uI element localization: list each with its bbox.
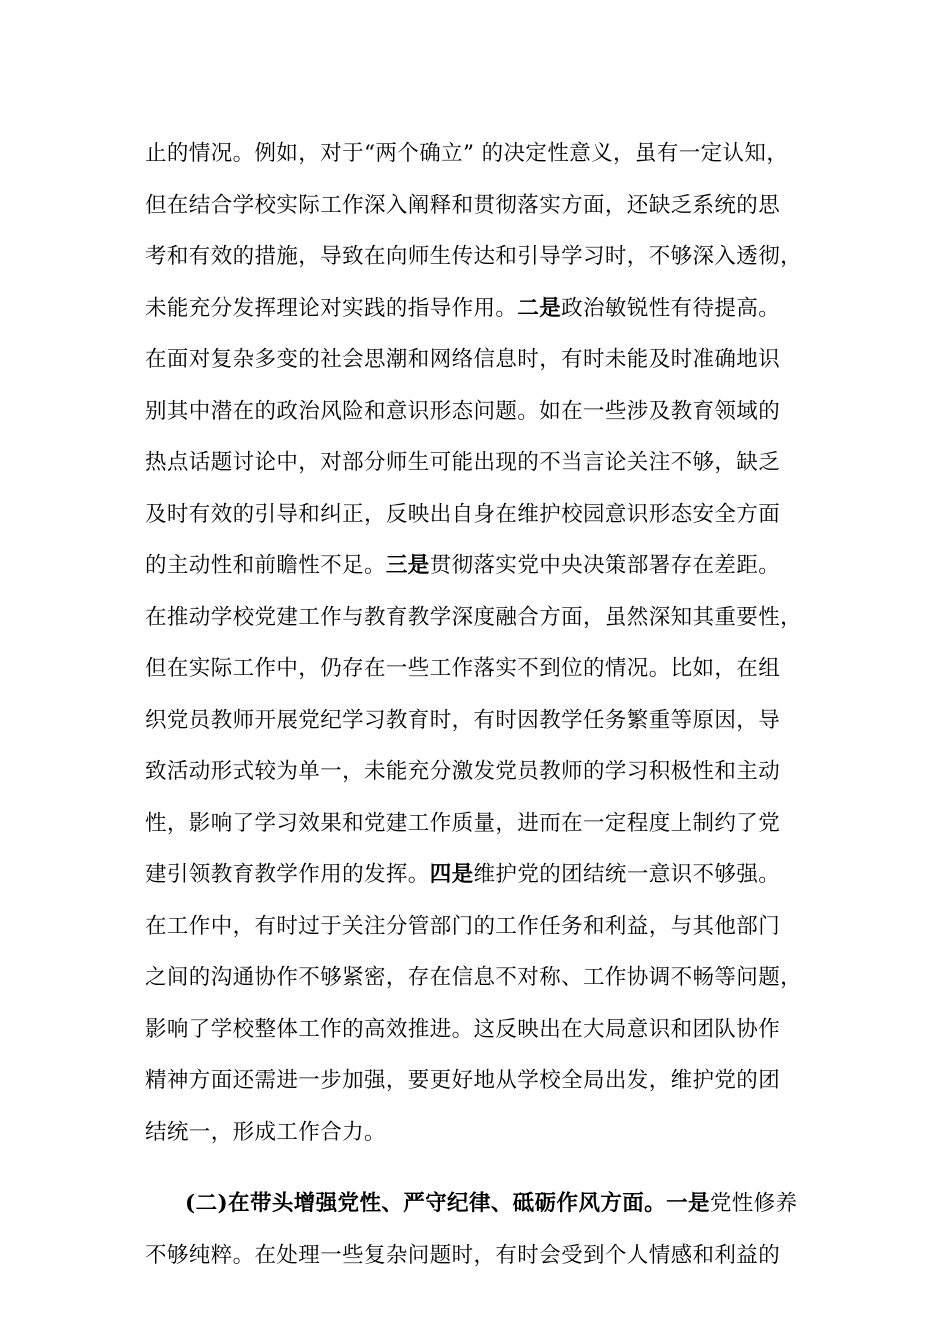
text-line-11: 但在实际工作中，仍存在一些工作落实不到位的情况。比如，在组 bbox=[145, 656, 781, 681]
text-line-12: 织党员教师开展党纪学习教育时，有时因教学任务繁重等原因，导 bbox=[145, 707, 781, 733]
text-segment: 贯彻落实党中央决策部署存在差距。 bbox=[429, 553, 781, 578]
section-heading-line bbox=[145, 1178, 825, 1230]
text-segment: 的主动性和前瞻性不足。 bbox=[145, 553, 386, 578]
text-line-17: 之间的沟通协作不够紧密，存在信息不对称、工作协调不畅等问题， bbox=[145, 965, 803, 990]
text-line-4 bbox=[145, 283, 825, 335]
text-line-16: 在工作中，有时过于关注分管部门的工作任务和利益，与其他部门 bbox=[145, 913, 781, 939]
text-line-13: 致活动形式较为单一，未能充分激发党员教师的学习积极性和主动 bbox=[145, 759, 781, 784]
text-line-1: 止的情况。例如，对于“两个确立” 的决定性意义，虽有一定认知， bbox=[145, 141, 789, 166]
text-line-9 bbox=[145, 540, 825, 592]
text-segment: 建引领教育教学作用的发挥。 bbox=[145, 862, 430, 887]
text-line-19: 精神方面还需进一步加强，要更好地从学校全局出发，维护党的团 bbox=[145, 1068, 781, 1093]
text-line-3: 考和有效的措施，导致在向师生传达和引导学习时，不够深入透彻， bbox=[145, 244, 803, 269]
text-line-20: 结统一，形成工作合力。 bbox=[145, 1119, 386, 1145]
point-marker-four: 四是 bbox=[429, 862, 474, 887]
point-marker-one: 一是 bbox=[666, 1191, 710, 1216]
body-text bbox=[145, 128, 825, 1281]
point-marker-two: 二是 bbox=[517, 295, 562, 321]
text-segment: 未能充分发挥理论对实践的指导作用。 bbox=[145, 295, 518, 321]
section-heading: (二)在带头增强党性、严守纪律、砥砺作风方面。 bbox=[185, 1191, 667, 1216]
text-line-8: 及时有效的引导和纠正，反映出自身在维护校园意识形态安全方面 bbox=[145, 501, 781, 527]
text-line-7: 热点话题讨论中，对部分师生可能出现的不当言论关注不够，缺乏 bbox=[145, 450, 781, 475]
text-segment: 维护党的团结统一意识不够强。 bbox=[473, 862, 781, 887]
text-line-15 bbox=[145, 849, 825, 901]
text-segment: 政治敏锐性有待提高。 bbox=[561, 295, 781, 321]
text-line-5: 在面对复杂多变的社会思潮和网络信息时，有时未能及时准确地识 bbox=[145, 347, 781, 372]
text-line-14: 性，影响了学习效果和党建工作质量，进而在一定程度上制约了党 bbox=[145, 810, 781, 836]
text-segment: 党性修养 bbox=[709, 1191, 798, 1216]
text-line-18: 影响了学校整体工作的高效推进。这反映出在大局意识和团队协作 bbox=[145, 1016, 781, 1042]
text-line-6: 别其中潜在的政治风险和意识形态问题。如在一些涉及教育领域的 bbox=[145, 398, 781, 424]
paragraph-gap bbox=[145, 1158, 825, 1178]
text-line-2: 但在结合学校实际工作深入阐释和贯彻落实方面，还缺乏系统的思 bbox=[145, 192, 781, 218]
text-line-22: 不够纯粹。在处理一些复杂问题时，有时会受到个人情感和利益的 bbox=[145, 1242, 781, 1268]
text-line-10: 在推动学校党建工作与教育教学深度融合方面，虽然深知其重要性， bbox=[145, 604, 803, 630]
point-marker-three: 三是 bbox=[385, 553, 430, 578]
